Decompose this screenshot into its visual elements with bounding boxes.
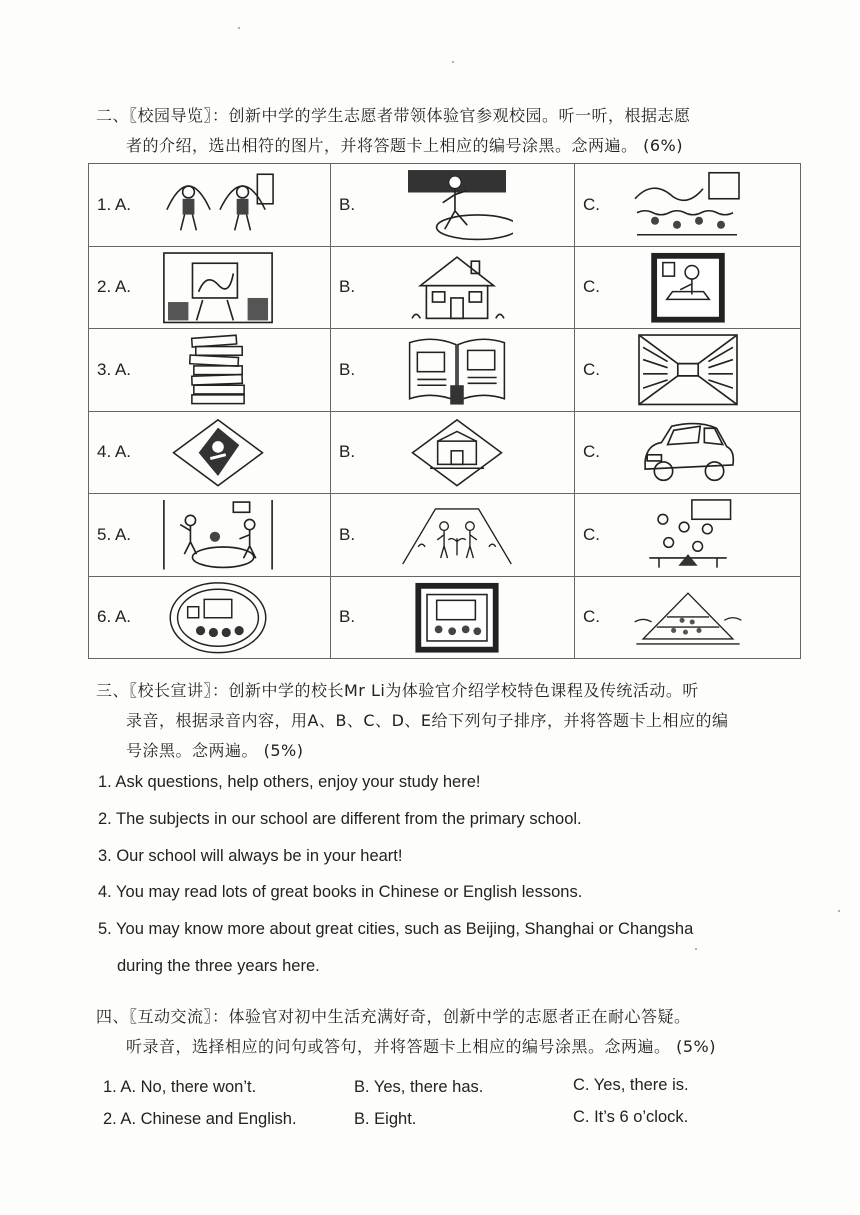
picture-row	[89, 576, 801, 659]
picture-option-cell	[89, 329, 331, 412]
q2-option-a: 2. A. Chinese and English.	[103, 1110, 297, 1128]
option-label: C.	[583, 524, 600, 544]
sentence-1: 1. Ask questions, help others, enjoy your study here!	[98, 773, 481, 791]
house-icon	[401, 251, 513, 325]
picture-option-cell	[575, 576, 801, 659]
school-building-sign-icon	[401, 416, 513, 490]
picture-options-table	[88, 163, 801, 659]
car-icon	[633, 416, 743, 490]
scan-speck	[838, 910, 840, 912]
option-label: C.	[583, 607, 600, 627]
picture-option-cell	[89, 494, 331, 577]
framed-picture-icon	[401, 581, 513, 655]
q1-option-a: 1. A. No, there won’t.	[103, 1078, 257, 1096]
option-label: 1. A.	[97, 194, 132, 214]
kids-planting-icon	[401, 498, 513, 572]
beach-swimming-icon	[633, 168, 743, 242]
sentence-4: 4. You may read lots of great books in Chinese or English lessons.	[98, 883, 583, 901]
picture-option-cell	[575, 411, 801, 494]
option-label: B.	[339, 442, 356, 462]
option-label: B.	[339, 524, 356, 544]
round-theatre-icon	[159, 581, 277, 655]
picture-option-cell	[331, 329, 575, 412]
picture-option-cell	[575, 494, 801, 577]
picture-row	[89, 164, 801, 247]
scan-speck	[695, 948, 697, 950]
sentence-5-continued: during the three years here.	[117, 957, 320, 975]
picture-option-cell	[331, 411, 575, 494]
section3-heading-line2: 录音，根据录音内容，用A、B、C、D、E给下列句子排序，并将答题卡上相应的编	[126, 711, 729, 730]
picture-option-cell	[331, 576, 575, 659]
option-label: 5. A.	[97, 524, 132, 544]
option-label: 3. A.	[97, 359, 132, 379]
option-label: B.	[339, 277, 356, 297]
section4-heading-line2: 听录音，选择相应的问句或答句，并将答题卡上相应的编号涂黑。念两遍。 (5%)	[126, 1037, 716, 1056]
sentence-3: 3. Our school will always be in your heart!	[98, 847, 403, 865]
option-label: 6. A.	[97, 607, 132, 627]
picture-option-cell	[89, 246, 331, 329]
q1-option-c: C. Yes, there is.	[573, 1076, 689, 1094]
section2-heading-line2: 者的介绍，选出相符的图片，并将答题卡上相应的编号涂黑。念两遍。 (6%)	[126, 136, 683, 155]
option-label: B.	[339, 194, 356, 214]
section4-heading	[96, 1002, 796, 1062]
picture-row	[89, 494, 801, 577]
picture-option-cell	[331, 246, 575, 329]
scan-speck	[238, 27, 240, 29]
picture-row	[89, 329, 801, 412]
basketball-court-icon	[159, 498, 277, 572]
picture-option-cell	[575, 164, 801, 247]
open-book-icon	[401, 333, 513, 407]
picture-row	[89, 411, 801, 494]
picture-option-cell	[575, 246, 801, 329]
picture-row	[89, 246, 801, 329]
jump-rope-kids-icon	[159, 168, 277, 242]
option-label: C.	[583, 359, 600, 379]
option-label: C.	[583, 194, 600, 214]
option-label: 2. A.	[97, 277, 132, 297]
q2-option-b: B. Eight.	[354, 1110, 417, 1128]
option-label: C.	[583, 442, 600, 462]
section3-heading-line3: 号涂黑。念两遍。 (5%)	[126, 741, 304, 760]
scan-speck	[452, 61, 454, 63]
section3-heading	[96, 676, 796, 766]
q2-option-c: C. It’s 6 o’clock.	[573, 1108, 689, 1126]
art-room-icon	[159, 251, 277, 325]
q1-option-b: B. Yes, there has.	[354, 1078, 484, 1096]
running-athlete-icon	[401, 168, 513, 242]
section3-heading-line1: 三、〖校长宣讲〗：创新中学的校长Mr Li为体验官介绍学校特色课程及传统活动。听	[96, 681, 699, 700]
classroom-kids-icon	[633, 498, 743, 572]
section2-heading	[96, 101, 796, 161]
book-stack-icon	[159, 333, 277, 407]
picture-option-cell	[89, 164, 331, 247]
section2-heading-line1: 二、〖校园导览〗：创新中学的学生志愿者带领体验官参观校园。听一听，根据志愿	[96, 106, 691, 125]
option-label: C.	[583, 277, 600, 297]
phone-call-sign-icon	[159, 416, 277, 490]
picture-option-cell	[89, 576, 331, 659]
sentence-5: 5. You may know more about great cities, such as Beijing, Shanghai or Changsha	[98, 920, 694, 938]
picture-option-cell	[331, 164, 575, 247]
picture-option-cell	[575, 329, 801, 412]
teacher-desk-icon	[633, 251, 743, 325]
picture-option-cell	[331, 494, 575, 577]
library-shelves-icon	[633, 333, 743, 407]
sentence-2: 2. The subjects in our school are different from the primary school.	[98, 810, 582, 828]
picture-option-cell	[89, 411, 331, 494]
pyramid-food-icon	[633, 581, 743, 655]
option-label: 4. A.	[97, 442, 132, 462]
option-label: B.	[339, 607, 356, 627]
option-label: B.	[339, 359, 356, 379]
section4-heading-line1: 四、〖互动交流〗：体验官对初中生活充满好奇，创新中学的志愿者正在耐心答疑。	[96, 1007, 691, 1026]
